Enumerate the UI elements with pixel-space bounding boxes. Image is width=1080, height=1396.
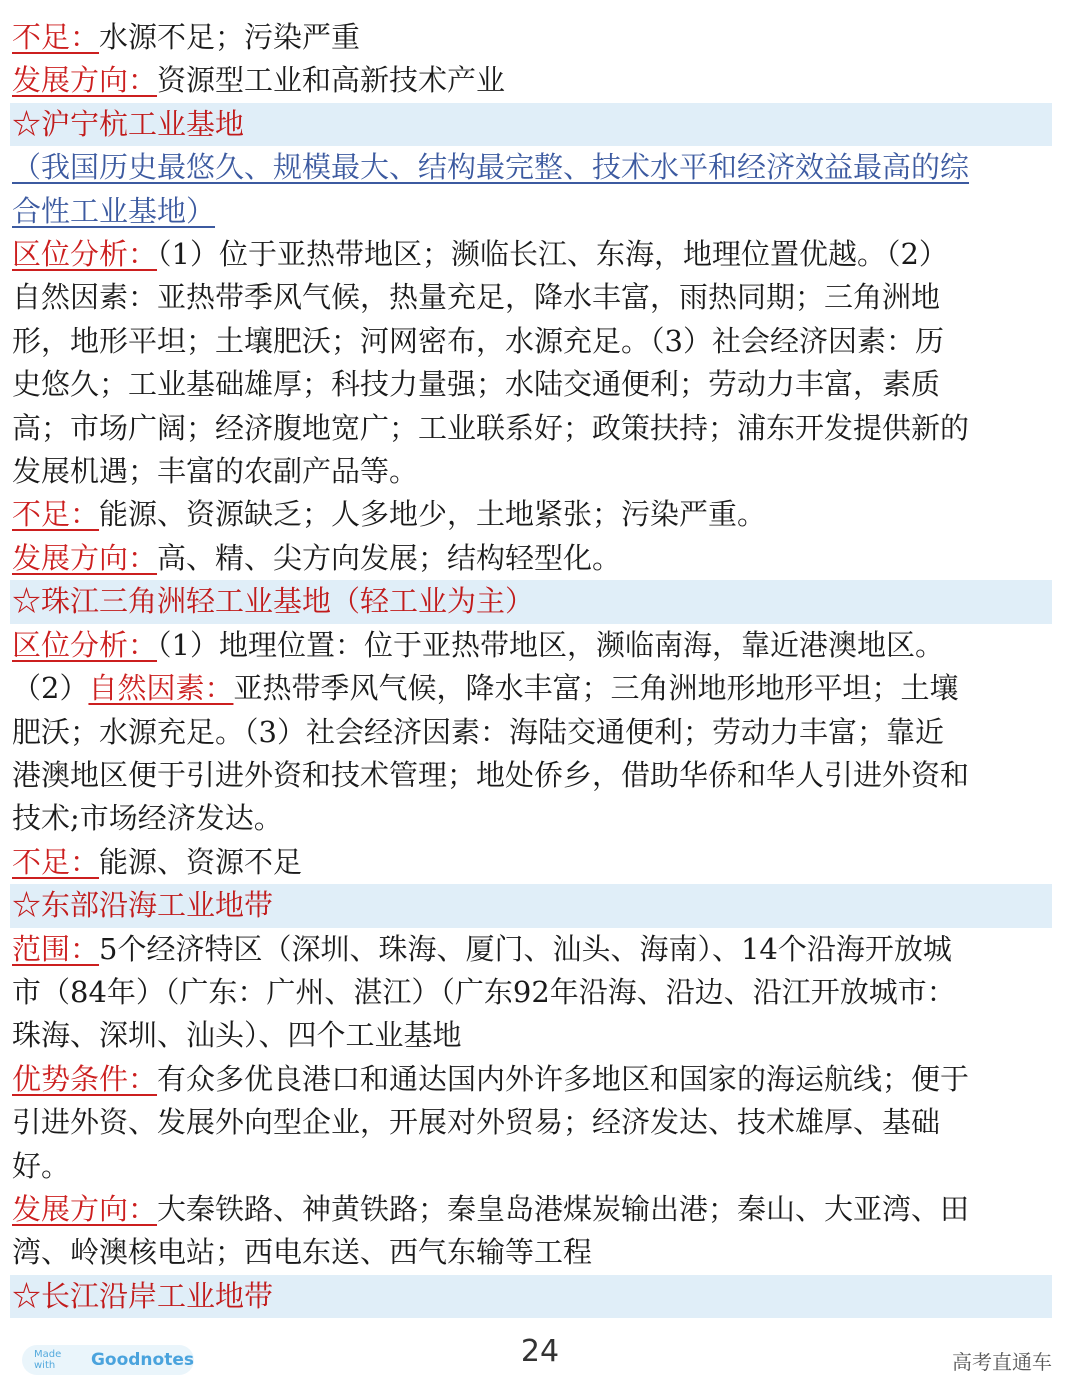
text-line	[12, 1014, 1052, 1057]
line-text: 高；市场广阔；经济腹地宽广；工业联系好；政策扶持；浦东开发提供新的	[12, 410, 970, 445]
text-line	[12, 754, 1052, 797]
line-text: 有众多优良港口和通达国内外许多地区和国家的海运航线；便于	[157, 1061, 970, 1096]
text-line	[12, 276, 1052, 319]
field-label: 不足：	[12, 20, 100, 54]
line-text: 亚热带季风气候，降水丰富；三角洲地形地形平坦；土壤	[233, 671, 959, 706]
note-line: （我国历史最悠久、规模最大、结构最完整、技术水平和经济效益最高的综	[12, 150, 970, 185]
line-text: 市（84年）（广东：广州、湛江）（广东92年沿海、沿边、沿江开放城市：	[12, 974, 956, 1009]
field-label: 发展方向：	[12, 540, 158, 575]
section-heading: ☆东部沿海工业地带	[10, 884, 1052, 927]
line-text: （1）地理位置：位于亚热带地区，濒临南海，靠近港澳地区。	[157, 627, 944, 662]
section-heading: ☆沪宁杭工业基地	[10, 103, 1052, 146]
line-text: 自然因素：亚热带季风气候，热量充足，降水丰富，雨热同期；三角洲地	[12, 280, 941, 315]
text-line	[12, 1145, 1052, 1188]
text-line	[12, 233, 1052, 276]
line-text: 引进外资、发展外向型企业，开展对外贸易；经济发达、技术雄厚、基础	[12, 1105, 941, 1140]
line-text: 形，地形平坦；土壤肥沃；河网密布，水源充足。（3）社会经济因素：历	[12, 323, 944, 358]
badge-made-with: Made with	[34, 1349, 62, 1371]
text-line	[12, 59, 1052, 102]
text-line	[12, 797, 1052, 840]
line-text: 高、精、尖方向发展；结构轻型化。	[157, 540, 622, 575]
text-line	[12, 407, 1052, 450]
text-line	[12, 1058, 1052, 1101]
line-text: 发展机遇；丰富的农副产品等。	[12, 454, 419, 489]
line-text: 5个经济特区（深圳、珠海、厦门、汕头、海南）、14个沿海开放城	[99, 931, 952, 966]
text-line	[12, 537, 1052, 580]
text-line	[12, 667, 1052, 710]
line-text: 珠海、深圳、汕头）、四个工业基地	[12, 1018, 462, 1053]
field-label: 发展方向：	[12, 1191, 158, 1226]
line-text: 肥沃；水源充足。（3）社会经济因素：海陆交通便利；劳动力丰富；靠近	[12, 714, 944, 749]
field-label: 自然因素：	[88, 671, 234, 706]
field-label: 优势条件：	[12, 1061, 158, 1096]
field-label: 区位分析：	[12, 627, 158, 662]
text-line	[12, 363, 1052, 406]
text-line	[12, 711, 1052, 754]
text-line	[12, 1101, 1052, 1144]
line-text: 港澳地区便于引进外资和技术管理；地处侨乡，借助华侨和华人引进外资和	[12, 757, 970, 792]
text-line	[12, 928, 1052, 971]
line-text: 大秦铁路、神黄铁路；秦皇岛港煤炭输出港；秦山、大亚湾、田	[157, 1191, 970, 1226]
line-text: 好。	[12, 1148, 71, 1183]
note-line: 合性工业基地）	[12, 193, 216, 228]
field-label: 发展方向：	[12, 63, 158, 98]
line-text: （1）位于亚热带地区；濒临长江、东海，地理位置优越。（2）	[157, 237, 948, 272]
line-text: 能源、资源缺乏；人多地少，土地紧张；污染严重。	[99, 497, 767, 532]
page-number: 24	[520, 1334, 560, 1369]
field-label: 区位分析：	[12, 237, 158, 272]
text-line	[12, 493, 1052, 536]
text-line	[12, 1188, 1052, 1231]
field-label: 范围：	[12, 931, 100, 966]
line-text: 水源不足；污染严重	[99, 20, 361, 54]
badge-goodnotes: Goodnotes	[90, 1350, 194, 1370]
line-text: 史悠久；工业基础雄厚；科技力量强；水陆交通便利；劳动力丰富，素质	[12, 367, 941, 402]
line-text: 技术;市场经济发达。	[12, 801, 283, 836]
section-heading: ☆珠江三角洲轻工业基地（轻工业为主）	[10, 580, 1052, 623]
watermark-text: 高考直通车	[952, 1350, 1052, 1374]
field-label: 不足：	[12, 844, 100, 879]
text-line	[12, 1231, 1052, 1274]
text-line	[12, 624, 1052, 667]
line-text: 湾、岭澳核电站；西电东送、西气东输等工程	[12, 1235, 593, 1270]
section-heading: ☆长江沿岸工业地带	[10, 1275, 1052, 1318]
notes-content	[12, 16, 1052, 1318]
line-text: 资源型工业和高新技术产业	[157, 63, 506, 98]
field-label: 不足：	[12, 497, 100, 532]
text-line	[12, 841, 1052, 884]
line-prefix: （2）	[12, 671, 89, 706]
line-text: 能源、资源不足	[99, 844, 303, 879]
text-line	[12, 971, 1052, 1014]
text-line	[12, 320, 1052, 363]
text-line	[12, 450, 1052, 493]
text-line	[12, 16, 1052, 59]
